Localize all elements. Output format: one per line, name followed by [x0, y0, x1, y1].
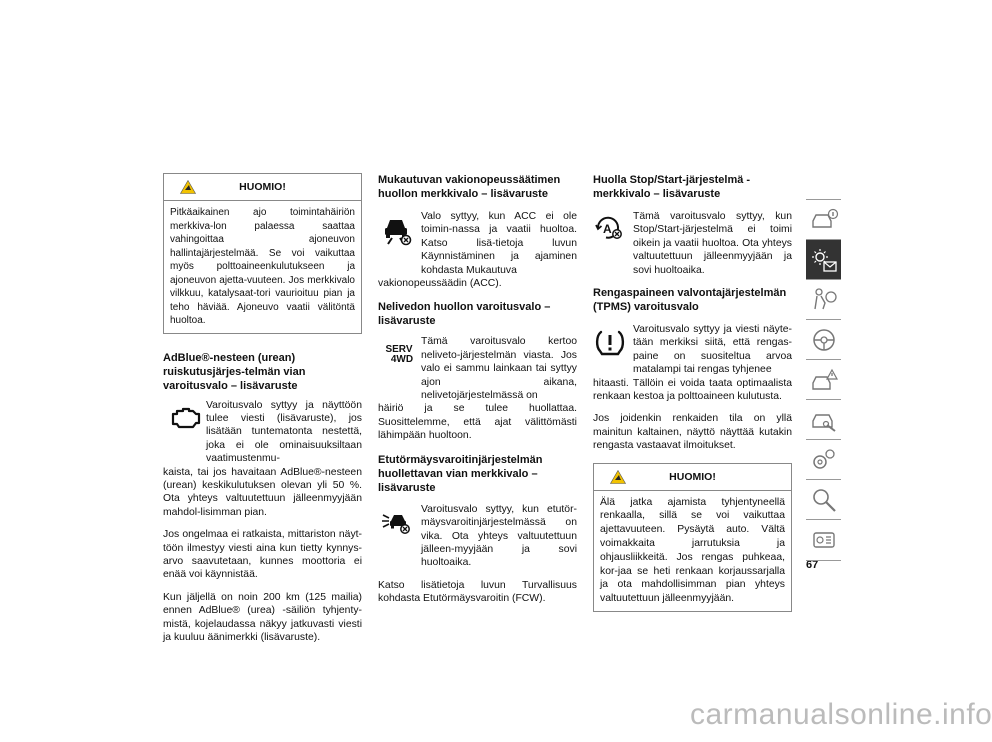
- watermark: carmanualsonline.info: [690, 698, 992, 731]
- adblue-indicator: [163, 399, 362, 466]
- stopstart-indicator: [593, 210, 792, 277]
- fcw-heading: Etutörmäysvaroitinjärjestelmän huollettavan vian merkkivalo – lisävaruste: [378, 453, 543, 494]
- caution-title: HUOMIO!: [669, 470, 716, 483]
- adblue-heading: AdBlue®-nesteen (urean) ruiskutusjärjes-telmän vian varoitusvalo – lisävaruste: [163, 351, 306, 392]
- serv-4wd-icon-line2: 4WD: [390, 354, 414, 366]
- tpms-heading: Rengaspaineen valvontajärjestelmän (TPMS) varoitusvalo: [593, 287, 787, 314]
- tab-instrument-cluster[interactable]: [806, 239, 841, 280]
- adblue-p1-rest: kaista, tai jos havaitaan AdBlue®-nesteen (urean) keskikulutuksen olevan yli 50 %. Ota yhteys valtuutettuun jälleenmyyjään mahdol-lisimman pian.: [163, 466, 362, 518]
- stopstart-p-indented: Tämä varoitusvalo syttyy, kun Stop/Start-järjestelmä ei toimi oikein ja vaatii huoltoa. Ota yhteys valtuutettuun jälleenmyyjään ja sovi huoltoaika.: [633, 211, 792, 276]
- tpms-p2: Jos joidenkin renkaiden tila on yllä mainitun kaltainen, näyttö näyttää kutakin rengasta vastaavat ilmoitukset.: [593, 413, 792, 452]
- emergency-car-icon: [809, 365, 839, 395]
- tab-multimedia[interactable]: [806, 519, 841, 561]
- column-left: [163, 173, 362, 644]
- caution-header: [164, 174, 361, 201]
- caution-box-malfunction: [163, 173, 362, 334]
- dashboard-lights-icon: [809, 245, 839, 275]
- caution-text: Älä jatka ajamista tyhjentyneellä renkaalla, sillä se voi vaikuttaa ajettavuuteen. Pysäytä auto. Vältä voimakkaita jarrutuksia ja ohjausliikkeitä. Jos rengas puhkeaa, kor-jaa se heti renkaan korjaussarjalla ja ota mahdollisimman pian yhteys valtuutettuun jälleenmyyjään.: [600, 496, 785, 605]
- caution-text: Pitkäaikainen ajo toimintahäiriön merkkiva-lon palaessa saattaa vahingoittaa ajoneuvon hallintajärjestelmää. Se voi vaikuttaa myös polttoaineenkulutukseen ja ajoneuvon ajetta-vuuteen. Jos merkkivalo vilkkuu, katalysaat-tori vaurioituu pian ja teho häviää. Ajoneuvo vaatii välitöntä huoltoa.: [170, 207, 355, 326]
- engine-check-icon: [169, 406, 201, 430]
- page-number: 67: [806, 559, 819, 571]
- magnifier-icon: [809, 485, 839, 515]
- serv4wd-p-rest: häiriö ja se tulee huollattaa. Suosittelemme, että ajat välittömästi lähimpään huoltoon.: [378, 403, 577, 442]
- tab-technical-specs[interactable]: [806, 439, 841, 480]
- acc-p-rest: vakionopeussäädin (ACC).: [378, 278, 502, 290]
- caution-title: HUOMIO!: [239, 181, 286, 193]
- acc-p-indented: Valo syttyy, kun ACC ei ole toimin-nassa ja vaatii huoltoa. Katso lisä-tietoja luvun Käynnistäminen ja ajaminen kohdasta Mukautuva: [421, 211, 577, 276]
- stop-start-service-icon: [595, 215, 625, 241]
- acc-service-icon: [382, 216, 412, 246]
- chapter-sidebar: [806, 199, 842, 559]
- serv4wd-heading: Nelivedon huollon varoitusvalo – lisävaruste: [378, 301, 551, 328]
- tpms-indicator: [593, 323, 792, 377]
- column-right: [593, 173, 792, 612]
- svg-text:A: A: [603, 222, 612, 236]
- caution-header: [594, 464, 791, 491]
- tpms-p-rest: hitaasti. Tällöin ei voida taata optimaalista renkaan kestoa ja polttoaineen kulutusta.: [593, 377, 792, 403]
- adblue-p1-indented: Varoitusvalo syttyy ja näyttöön tulee viesti (lisävaruste), jos lisätään tuntematonta nestettä, joka ei ole ominaisuuksiltaan vaatimustenmu-: [206, 399, 362, 465]
- column-middle: [378, 173, 577, 606]
- serv4wd-indicator: [378, 335, 577, 402]
- service-car-icon: [809, 405, 839, 435]
- steering-wheel-icon: [809, 325, 839, 355]
- multimedia-icon: [809, 525, 839, 555]
- adblue-p2: Jos ongelmaa ei ratkaista, mittariston näyt-töön ilmestyy viesti aina kun tietty kynnys-arvo saavutetaan, kunnes moottoria ei enää voi käynnistää.: [163, 529, 362, 581]
- tab-servicing[interactable]: [806, 399, 841, 440]
- tpms-p-indented: Varoitusvalo syttyy ja viesti näyte-tään merkiksi siitä, että rengas-paine on suositeltua arvoa matalampi tai rengas tyhjenee: [633, 324, 792, 376]
- tab-vehicle-info[interactable]: [806, 199, 841, 240]
- acc-indicator: [378, 210, 577, 277]
- adblue-p3: Kun jäljellä on noin 200 km (125 mailia) ennen AdBlue® (urea) -säiliön tyhjenty-mistä, kojelaudassa näkyy jatkuvasti viesti ja kuuluu äänimerkki (lisävaruste).: [163, 591, 362, 643]
- gears-icon: [809, 445, 839, 475]
- tab-starting-driving[interactable]: [806, 319, 841, 360]
- airbag-icon: [809, 285, 839, 315]
- serv-4wd-icon-line1: SERV: [385, 344, 413, 356]
- fcw-indicator: [378, 503, 577, 570]
- tab-index[interactable]: [806, 479, 841, 520]
- fcw-p2: Katso lisätietoja luvun Turvallisuus kohdasta Etutörmäysvaroitin (FCW).: [378, 579, 577, 605]
- caution-box-tire: [593, 463, 792, 612]
- fcw-service-icon: [381, 510, 413, 536]
- acc-heading: Mukautuvan vakionopeussäätimen huollon merkkivalo – lisävaruste: [378, 174, 561, 200]
- car-info-icon: [809, 205, 839, 235]
- tab-in-emergency[interactable]: [806, 359, 841, 400]
- tab-safety[interactable]: [806, 279, 841, 320]
- serv-4wd-icon: [382, 345, 416, 365]
- tire-pressure-icon: [594, 329, 626, 357]
- fcw-p-indented: Varoitusvalo syttyy, kun etutör-mäysvaroitinjärjestelmässä on vika. Ota yhteys valtuutettuun jälleen-myyjään ja sovi huoltoaika.: [421, 503, 577, 569]
- serv4wd-p-indented: Tämä varoitusvalo kertoo neliveto-järjestelmän viasta. Jos valo ei sammu lainkaan tai syttyy ajon aikana, nelivetojärjestelmässä on: [421, 336, 577, 402]
- stopstart-heading: Huolla Stop/Start-järjestelmä -merkkivalo – lisävaruste: [593, 174, 751, 200]
